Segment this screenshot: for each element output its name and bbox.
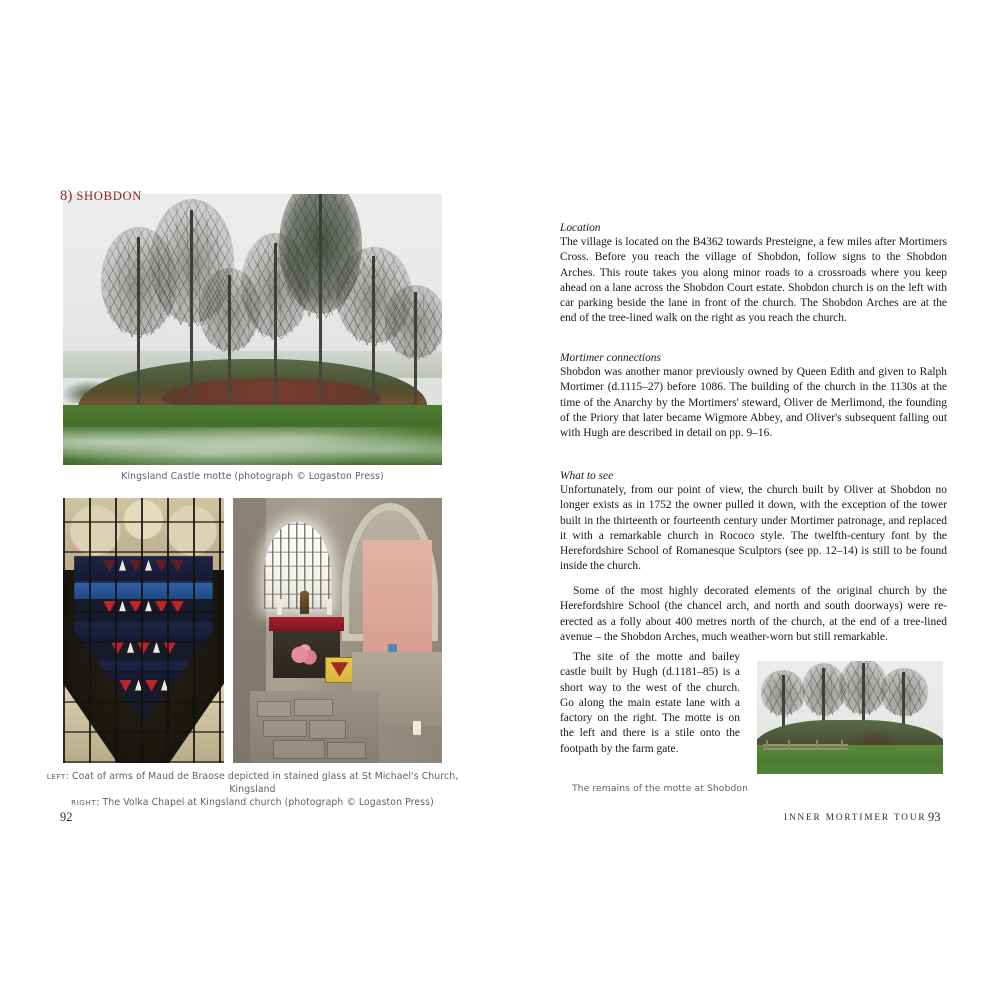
section-number: 8) [60, 188, 73, 204]
paragraph-what-to-see-1: Unfortunately, from our point of view, the church built by Oliver at Shobdon no longer exists as in 1752 the owner pulled it down, with the exception of the tower built in the thirteenth or fourteenth century under Mortimer patronage, and replaced it with a remarkable church in Rococo style. The twelfth-century font by the Herefordshire School of Romanesque Sculptors (see pp. 12–14) is still to be found inside the church. [560, 484, 947, 573]
candle [413, 721, 421, 735]
heraldic-shield-panel [325, 657, 354, 683]
paragraph-mortimer-connections: Shobdon was another manor previously owned by Queen Edith and given to Ralph Mortimer (d.1115–27) before 1086. The building of the church in the 1130s at the time of the Anarchy by the Mortimers' steward, Oliver de Merlimond, the founding of the Priory that later became Wigmore Abbey, and Oliver's subsequent falling out with Hugh are described in detail on pp. 9–16. [560, 366, 947, 439]
caption-label-right: RIGHT [71, 798, 97, 807]
photo-volka-chapel-interior [233, 498, 442, 763]
subheading-location: Location [560, 222, 601, 234]
caption-text-right: : [96, 797, 103, 808]
paragraph-block-motte [560, 650, 740, 757]
section-mortimer-connections [560, 352, 947, 441]
paragraph-what-to-see-2: Some of the most highly decorated elements of the original church by the Herefordshire School (the chancel arch, and north and south doorways) were re-erected as a folly about 400 metres north of the church, at the end of a tree-lined avenue – the Shobdon Arches, much weather-worn but still remarkable. [560, 585, 947, 643]
page-number-left: 92 [60, 810, 73, 824]
candle [327, 599, 332, 615]
flagstone-floor [250, 691, 380, 763]
candle [277, 599, 282, 615]
section-title: SHOBDON [76, 189, 143, 203]
flower-arrangement [287, 644, 323, 668]
subheading-mortimer-connections: Mortimer connections [560, 352, 661, 364]
red-altar-cloth [269, 617, 344, 630]
paragraph-what-to-see-3: The site of the motte and bailey castle built by Hugh (d.1181–85) is a short way to the west of the church. Go along the main estate lane with a factory on the right. The motte is on the left and there is a stile onto the footpath by the farm gate. [560, 651, 740, 755]
pink-plaster-wall [363, 540, 432, 657]
caption-line-left [45, 770, 460, 796]
photo-kingsland-castle-motte [63, 194, 442, 465]
caption-body-left: Coat of arms of Maud de Braose depicted in stained glass at St Michael's Church, Kingsland [72, 771, 459, 795]
caption-bottom-photo-pair [45, 770, 460, 809]
photo-remains-of-motte-shobdon [757, 661, 943, 774]
paragraph-location: The village is located on the B4362 towards Presteigne, a few miles after Mortimers Cross. Before you reach the village of Shobdon, follow signs to the Shobdon Arches. This route takes you along minor roads to a crossroads where you keep ahead on a lane across the Shobdon Court estate. Shobdon church is on the left with car parking beside the lane in front of the church. The Shobdon Arches are at the end of the tree-lined walk on the right as you reach the church. [560, 236, 947, 325]
section-location [560, 222, 947, 327]
caption-remains-of-motte-shobdon: The remains of the motte at Shobdon [571, 783, 749, 794]
running-head: INNER MORTIMER TOUR [784, 812, 927, 822]
caption-line-right [45, 796, 460, 809]
paragraph-block-arches [560, 584, 947, 645]
photo-coat-of-arms-stained-glass [63, 498, 224, 763]
page-number-right: 93 [928, 810, 941, 824]
wet-ground-patches [63, 427, 442, 465]
wooden-fence-stile [763, 740, 849, 750]
section-heading [60, 188, 447, 205]
caption-text-left: : [65, 771, 73, 782]
bare-tree [385, 292, 442, 406]
caption-kingsland-castle-motte: Kingsland Castle motte (photograph © Logaston Press) [121, 471, 384, 482]
blue-cup [388, 644, 397, 652]
altar-statue [300, 591, 309, 614]
caption-body-right: The Volka Chapel at Kingsland church (photograph © Logaston Press) [102, 797, 434, 808]
caption-label-left: LEFT [46, 772, 66, 781]
section-what-to-see [560, 470, 947, 575]
subheading-what-to-see: What to see [560, 470, 614, 482]
